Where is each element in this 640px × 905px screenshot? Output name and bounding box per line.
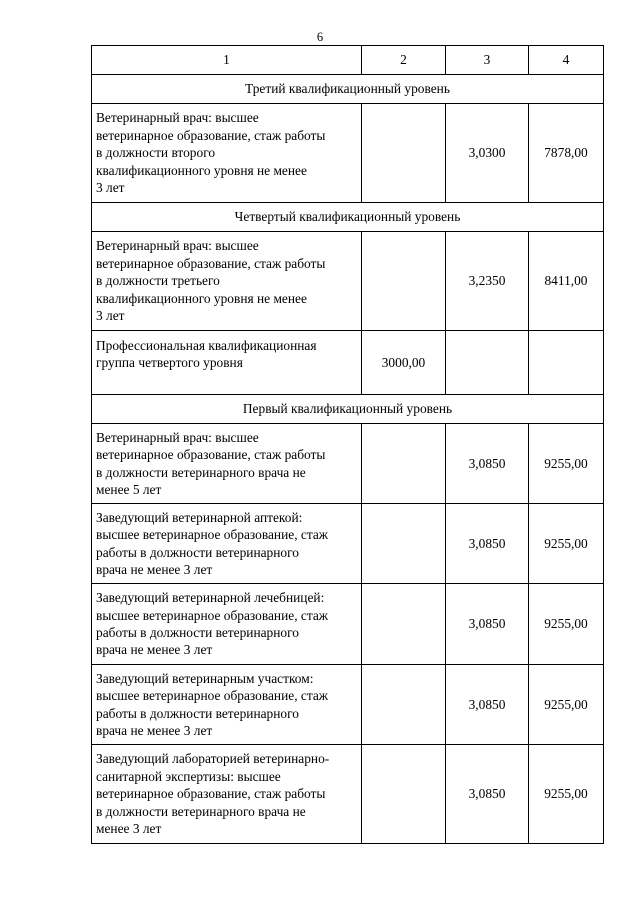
description-line: санитарной экспертизы: высшее: [96, 768, 281, 784]
level-row: [92, 395, 604, 424]
description-line: Заведующий лабораторией ветеринарно-: [96, 751, 330, 767]
description-line: Ветеринарный врач: высшее: [96, 110, 259, 126]
description-line: ветеринарное образование, стаж работы: [96, 786, 326, 802]
salary-cell: 9255,00: [529, 745, 604, 844]
position-description: [92, 232, 362, 331]
description-line: 3 лет: [96, 180, 125, 196]
description-line: менее 3 лет: [96, 821, 162, 837]
header-cell-3: 3: [446, 46, 529, 75]
description-line: высшее ветеринарное образование, стаж: [96, 607, 329, 623]
description-line: квалификационного уровня не менее: [96, 162, 307, 178]
base-salary-cell: [362, 504, 446, 584]
table-row: [92, 504, 604, 584]
position-description: [92, 584, 362, 665]
header-cell-2: 2: [362, 46, 446, 75]
description-line: врача не менее 3 лет: [96, 561, 213, 577]
coefficient-cell: 3,0300: [446, 104, 529, 203]
description-line: высшее ветеринарное образование, стаж: [96, 688, 329, 704]
coefficient-cell: 3,0850: [446, 504, 529, 584]
description-line: Заведующий ветеринарной лечебницей:: [96, 590, 325, 606]
level-row: [92, 203, 604, 232]
position-description: [92, 424, 362, 504]
group-row: [92, 331, 604, 395]
table-header-row: [92, 46, 604, 75]
base-salary-cell: [362, 424, 446, 504]
position-description: [92, 504, 362, 584]
group-description: [92, 331, 362, 395]
description-line: Ветеринарный врач: высшее: [96, 238, 259, 254]
coefficient-cell: 3,0850: [446, 584, 529, 665]
description-line: в должности третьего: [96, 273, 220, 289]
salary-cell: 7878,00: [529, 104, 604, 203]
level-heading: Четвертый квалификационный уровень: [92, 203, 604, 232]
base-salary-cell: [362, 745, 446, 844]
page-number: 6: [316, 30, 324, 44]
description-line: в должности ветеринарного врача не: [96, 803, 306, 819]
description-line: Профессиональная квалификационная: [96, 338, 317, 353]
position-description: [92, 104, 362, 203]
description-line: Заведующий ветеринарным участком:: [96, 670, 314, 686]
description-line: работы в должности ветеринарного: [96, 705, 299, 721]
header-cell-1: 1: [92, 46, 362, 75]
level-heading: Первый квалификационный уровень: [92, 395, 604, 424]
level-row: [92, 75, 604, 104]
description-line: менее 5 лет: [96, 481, 162, 497]
description-line: Ветеринарный врач: высшее: [96, 429, 259, 445]
salary-table: [91, 45, 604, 844]
table-row: [92, 232, 604, 331]
header-cell-4: 4: [529, 46, 604, 75]
description-line: ветеринарное образование, стаж работы: [96, 447, 326, 463]
base-salary-cell: [362, 665, 446, 745]
base-salary-cell: [362, 232, 446, 331]
salary-cell: 9255,00: [529, 504, 604, 584]
description-line: работы в должности ветеринарного: [96, 625, 299, 640]
description-line: Заведующий ветеринарной аптекой:: [96, 509, 303, 525]
salary-cell: 9255,00: [529, 584, 604, 665]
coefficient-cell: 3,0850: [446, 424, 529, 504]
table-row: [92, 424, 604, 504]
description-line: 3 лет: [96, 308, 125, 324]
description-line: высшее ветеринарное образование, стаж: [96, 527, 329, 543]
coefficient-cell: 3,0850: [446, 745, 529, 844]
description-line: квалификационного уровня не менее: [96, 290, 307, 306]
salary-cell: [529, 331, 604, 395]
position-description: [92, 745, 362, 844]
salary-cell: 9255,00: [529, 424, 604, 504]
description-line: врача не менее 3 лет: [96, 722, 213, 738]
coefficient-cell: [446, 331, 529, 395]
description-line: работы в должности ветеринарного: [96, 544, 299, 560]
base-salary-cell: 3000,00: [362, 331, 446, 395]
coefficient-cell: 3,2350: [446, 232, 529, 331]
description-line: врача не менее 3 лет: [96, 642, 213, 658]
table-row: [92, 104, 604, 203]
base-salary-cell: [362, 584, 446, 665]
description-line: ветеринарное образование, стаж работы: [96, 127, 326, 143]
description-line: в должности второго: [96, 145, 216, 161]
salary-cell: 8411,00: [529, 232, 604, 331]
description-line: группа четвертого уровня: [96, 355, 243, 371]
table-row: [92, 584, 604, 665]
salary-cell: 9255,00: [529, 665, 604, 745]
table-row: [92, 745, 604, 844]
position-description: [92, 665, 362, 745]
level-heading: Третий квалификационный уровень: [92, 75, 604, 104]
description-line: ветеринарное образование, стаж работы: [96, 255, 326, 271]
table-row: [92, 665, 604, 745]
base-salary-cell: [362, 104, 446, 203]
coefficient-cell: 3,0850: [446, 665, 529, 745]
description-line: в должности ветеринарного врача не: [96, 464, 306, 480]
